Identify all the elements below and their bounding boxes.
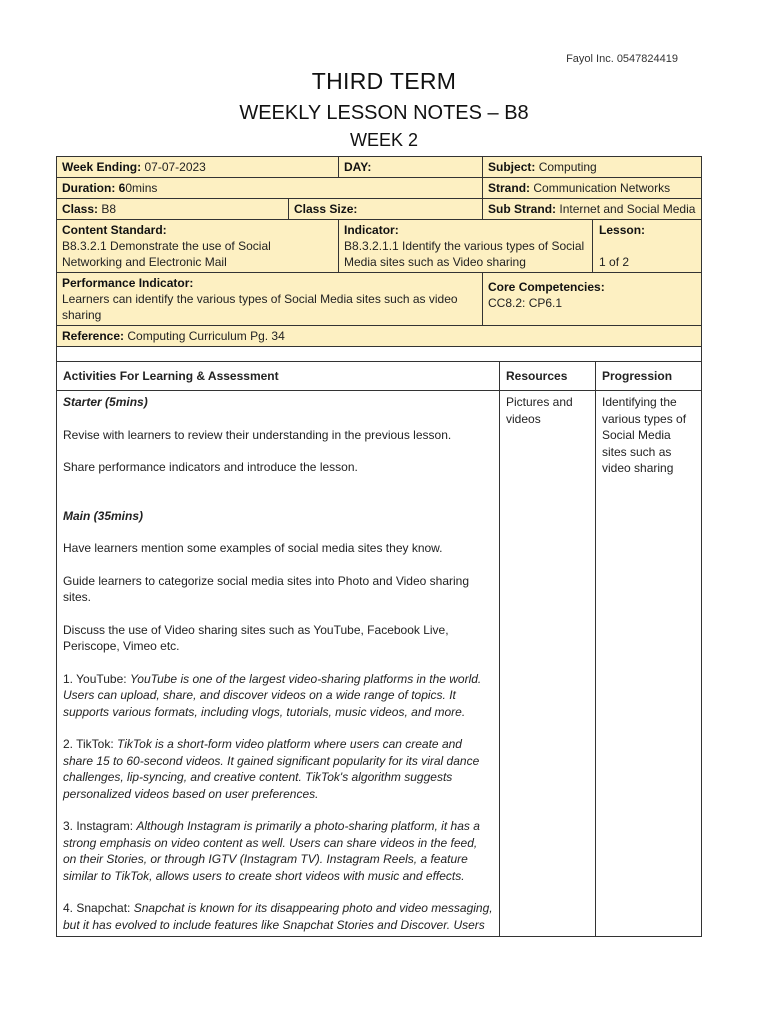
week-title: WEEK 2	[349, 130, 419, 150]
week-ending-cell: Week Ending: 07-07-2023	[57, 157, 339, 178]
content-standard-cell: Content Standard: B8.3.2.1 Demonstrate the use of Social Networking and Electronic Mail	[57, 220, 339, 273]
activities-column-header: Activities For Learning & Assessment	[57, 362, 500, 391]
activities-table	[56, 361, 702, 937]
lesson-header-table	[56, 156, 702, 362]
main-step: Guide learners to categorize social media sites into Photo and Video sharing sites.	[63, 573, 470, 604]
lesson-value: 1 of 2	[599, 255, 630, 269]
class-size-cell: Class Size:	[289, 199, 483, 220]
notes-title: WEEKLY LESSON NOTES – B8	[239, 102, 529, 124]
starter-step: Share performance indicators and introduce the lesson.	[63, 460, 358, 474]
performance-indicator-value: Learners can identify the various types of Social Media sites such as video sharing	[62, 292, 458, 322]
class-cell: Class: B8	[57, 199, 289, 220]
performance-indicator-cell: Performance Indicator: Learners can identify the various types of Social Media sites such as video sharing	[57, 273, 483, 326]
reference-value: Computing Curriculum Pg. 34	[127, 329, 285, 343]
sub-strand-cell: Sub Strand: Internet and Social Media	[483, 199, 702, 220]
starter-step: Revise with learners to review their understanding in the previous lesson.	[63, 427, 452, 442]
progression-column-header: Progression	[596, 362, 702, 391]
term-title: THIRD TERM	[311, 68, 457, 94]
indicator-cell: Indicator: B8.3.2.1.1 Identify the various types of Social Media sites such as Video sharing	[339, 220, 593, 273]
platform-item-snapchat: 4. Snapchat: Snapchat is known for its disappearing photo and video messaging, but it has evolved to include features like Snapchat Stories and Discover. Users	[63, 901, 493, 932]
main-step: Discuss the use of Video sharing sites such as YouTube, Facebook Live, Periscope, Vimeo etc.	[63, 622, 449, 653]
day-cell: DAY:	[339, 157, 483, 178]
main-heading: Main (35mins)	[63, 508, 144, 523]
week-ending-value: 07-07-2023	[144, 160, 206, 174]
subject-value: Computing	[538, 160, 597, 174]
indicator-value: B8.3.2.1.1 Identify the various types of Social Media sites such as Video sharing	[344, 239, 585, 269]
sub-strand-value: Internet and Social Media	[559, 202, 696, 216]
progression-cell: Identifying the various types of Social Media sites such as video sharing	[596, 391, 702, 937]
class-value: B8	[101, 202, 117, 216]
starter-heading: Starter (5mins)	[63, 395, 148, 409]
activities-cell	[57, 391, 500, 937]
platform-item-instagram: 3. Instagram: Although Instagram is primarily a photo-sharing platform, it has a strong emphasis on video content as well. Users can share videos in the feed, on their Stories, or through IGTV (Instagram TV). Instagram Reels, a feature similar to TikTok, allows users to create short videos with music and effects.	[63, 819, 480, 883]
platform-item-tiktok: 2. TikTok: TikTok is a short-form video platform where users can create and share 15 to 60-second videos. It gained significant popularity for its viral dance challenges, lip-syncing, and creative content. TikTok's algorithm suggests personalized videos based on user preferences.	[63, 737, 480, 801]
resources-cell: Pictures and videos	[500, 391, 596, 937]
publisher-credit: Fayol Inc. 0547824419	[566, 53, 678, 65]
platform-item-youtube: 1. YouTube: YouTube is one of the largest video-sharing platforms in the world. Users can upload, share, and discover videos on a wide range of topics. It supports various formats, including vlogs, tutorials, music videos, and more.	[63, 671, 482, 719]
resources-column-header: Resources	[500, 362, 596, 391]
strand-cell: Strand: Communication Networks	[483, 178, 702, 199]
subject-cell: Subject: Computing	[483, 157, 702, 178]
content-standard-value: B8.3.2.1 Demonstrate the use of Social Networking and Electronic Mail	[62, 239, 271, 269]
spacer-row	[57, 347, 702, 362]
duration-cell: Duration: 60mins	[57, 178, 483, 199]
reference-cell: Reference: Computing Curriculum Pg. 34	[57, 326, 702, 347]
lesson-cell: Lesson: 1 of 2	[593, 220, 702, 273]
strand-value: Communication Networks	[533, 181, 671, 195]
core-competencies-cell: Core Competencies: CC8.2: CP6.1	[483, 273, 702, 326]
core-competencies-value: CC8.2: CP6.1	[488, 296, 563, 310]
main-step: Have learners mention some examples of social media sites they know.	[63, 541, 443, 555]
